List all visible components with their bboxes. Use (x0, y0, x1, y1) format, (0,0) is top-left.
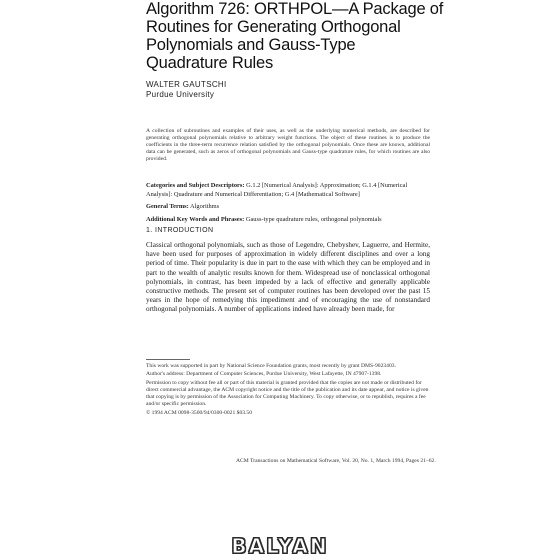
title-line: Routines for Generating Orthogonal (146, 18, 401, 36)
journal-citation: ACM Transactions on Mathematical Software, Vol. 20, No. 1, March 1994, Pages 21–62. (236, 458, 436, 464)
footnote-paragraph: © 1994 ACM 0098-3500/94/0300-0021 $03.50 (146, 409, 253, 416)
keywords-text: Gauss-type quadrature rules, orthogonal polynomials (245, 215, 382, 223)
introduction-text: Classical orthogonal polynomials, such as those of Legendre, Chebyshev, Laguerre, and Hermite, have been used for purposes of approximation in widely different disciplines and over a long period of time. Their popularity is due in part to the ease with which they can be employed and in part to the wealth of analytic results known for them. Widespread use of nonclassical orthogonal polynomials, in contrast, has been impeded by a lack of effective and generally applicable constructive methods. The present set of computer routines has been developed over the past 15 years in the hope of remedying this impediment and of encouraging the use of nonstandard orthogonal polynomials. A number of applications indeed have already been made, for (146, 241, 430, 314)
general-terms-label: General Terms: (146, 203, 189, 211)
keywords-label: Additional Key Words and Phrases: (146, 215, 245, 223)
author-block (146, 80, 227, 100)
author-name: WALTER GAUTSCHI (146, 80, 227, 89)
categories (146, 182, 430, 199)
footnote-paragraph: Author's address: Department of Computer Sciences, Purdue University, West Lafayette, IN 47907-1398. (146, 371, 382, 378)
general-terms-text: Algorithms (190, 203, 220, 211)
title-line: Algorithm 726: ORTHPOL—A Package of (146, 0, 444, 18)
categories-text: G.1.2 [Numerical Analysis]: Approximation; G.1.4 [Numerical Analysis]: Quadrature and Numerical Differentiation; G.4 [Mathematical Software] (146, 182, 408, 198)
author-affiliation: Purdue University (146, 90, 215, 99)
title-line: Polynomials and Gauss-Type (146, 36, 356, 54)
title-line: Quadrature Rules (146, 54, 274, 72)
paper-title (146, 0, 546, 72)
keywords (146, 216, 430, 225)
footnotes (146, 363, 430, 418)
footnote-paragraph: This work was supported in part by National Science Foundation grants, most recently by grant DMS-9023403. (146, 363, 396, 369)
footnote-paragraph: Permission to copy without fee all or part of this material is granted provided that the copies are not made or distributed for direct commercial advantage, the ACM copyright notice and the title of the publication and its date appear, and notice is given that copying is by permission of the Association for Computing Machinery. To copy otherwise, or to republish, requires a fee and/or specific permission. (146, 379, 429, 408)
footnote-rule (146, 359, 190, 360)
abstract: A collection of subroutines and examples of their uses, as well as the underlying numerical methods, are described for generating orthogonal polynomials relative to arbitrary weight functions. The object of these routines is to produce the coefficients in the three-term recurrence relation satisfied by the orthogonal polynomials. Once these are known, additional data can be generated, such as zeros of orthogonal polynomials and Gauss-type quadrature rules, for which routines are also provided. (146, 128, 430, 163)
watermark-logo: BALYAN (231, 534, 329, 558)
general-terms (146, 203, 430, 212)
section-heading: 1. INTRODUCTION (146, 227, 214, 234)
categories-label: Categories and Subject Descriptors: (146, 182, 245, 189)
paper-metadata (146, 182, 430, 228)
